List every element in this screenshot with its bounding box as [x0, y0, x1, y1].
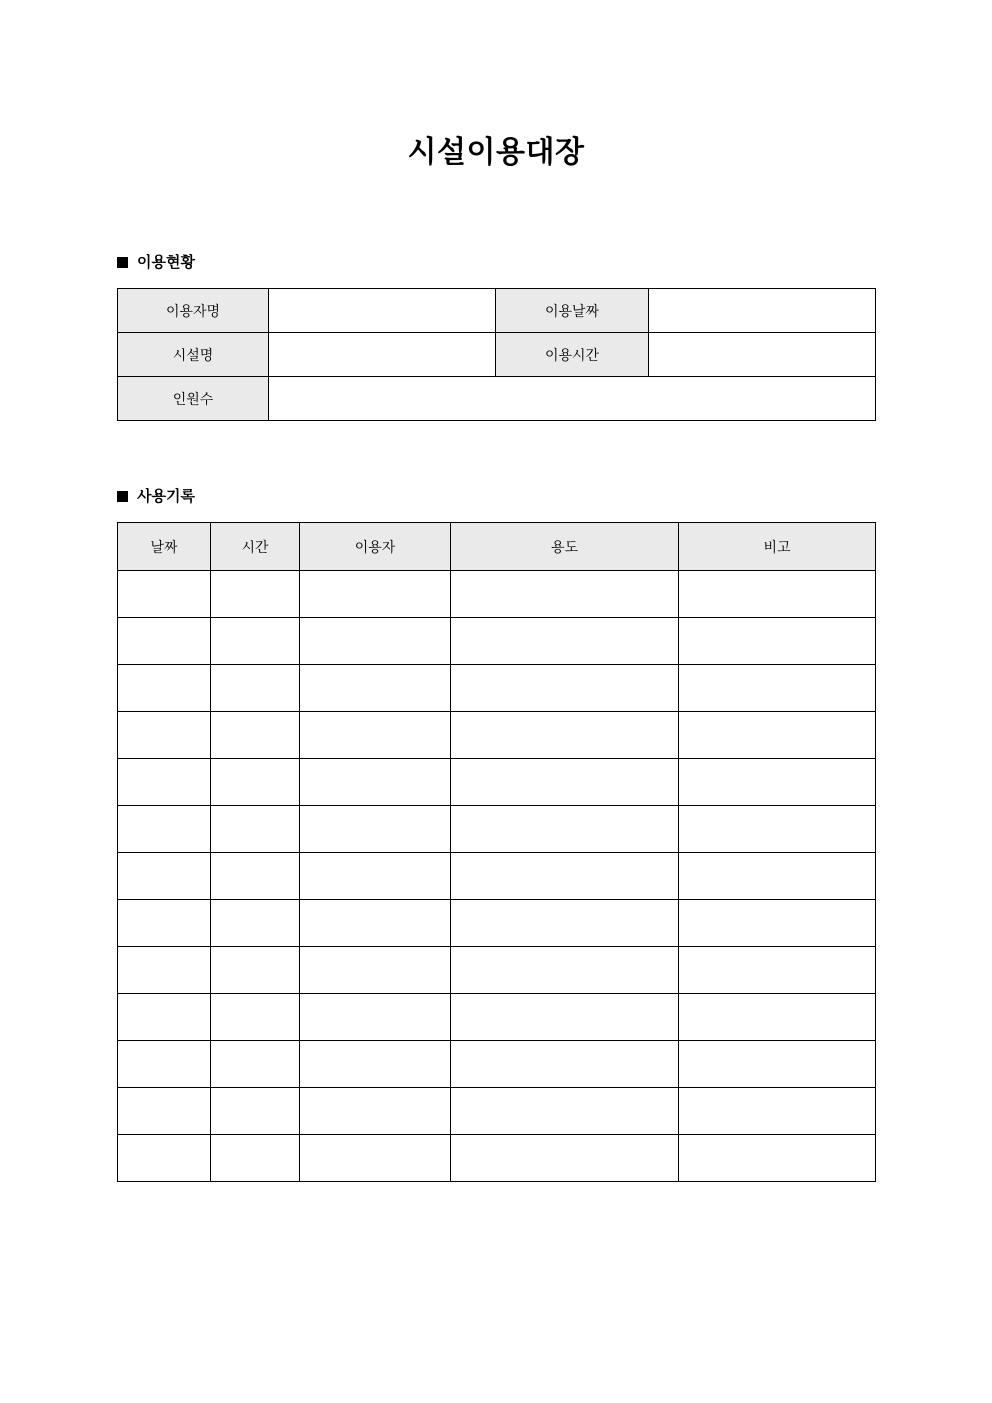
field-label-user-name: 이용자명 — [118, 289, 269, 333]
cell-time[interactable] — [211, 1041, 300, 1088]
field-value-usage-time[interactable] — [649, 333, 876, 377]
cell-user[interactable] — [300, 947, 451, 994]
table-row — [118, 1041, 876, 1088]
cell-remarks[interactable] — [679, 1088, 876, 1135]
cell-time[interactable] — [211, 947, 300, 994]
cell-user[interactable] — [300, 1135, 451, 1182]
cell-time[interactable] — [211, 712, 300, 759]
cell-purpose[interactable] — [451, 1041, 679, 1088]
cell-purpose[interactable] — [451, 806, 679, 853]
cell-purpose[interactable] — [451, 994, 679, 1041]
field-value-headcount[interactable] — [269, 377, 876, 421]
cell-user[interactable] — [300, 806, 451, 853]
cell-purpose[interactable] — [451, 712, 679, 759]
table-row — [118, 377, 876, 421]
column-header-purpose: 용도 — [451, 523, 679, 571]
cell-purpose[interactable] — [451, 900, 679, 947]
black-square-bullet-icon — [117, 491, 128, 502]
cell-remarks[interactable] — [679, 571, 876, 618]
cell-date[interactable] — [118, 618, 211, 665]
cell-date[interactable] — [118, 900, 211, 947]
cell-time[interactable] — [211, 1135, 300, 1182]
cell-time[interactable] — [211, 1088, 300, 1135]
field-value-usage-date[interactable] — [649, 289, 876, 333]
cell-date[interactable] — [118, 665, 211, 712]
cell-user[interactable] — [300, 1041, 451, 1088]
table-row — [118, 665, 876, 712]
cell-time[interactable] — [211, 665, 300, 712]
column-header-user: 이용자 — [300, 523, 451, 571]
table-row — [118, 712, 876, 759]
usage-log-body — [118, 571, 876, 1182]
field-label-headcount: 인원수 — [118, 377, 269, 421]
table-row — [118, 947, 876, 994]
column-header-time: 시간 — [211, 523, 300, 571]
cell-date[interactable] — [118, 1041, 211, 1088]
cell-date[interactable] — [118, 806, 211, 853]
black-square-bullet-icon — [117, 257, 128, 268]
cell-purpose[interactable] — [451, 759, 679, 806]
cell-date[interactable] — [118, 571, 211, 618]
section-heading-label: 사용기록 — [137, 487, 195, 505]
column-header-remarks: 비고 — [679, 523, 876, 571]
table-row — [118, 618, 876, 665]
table-row — [118, 1135, 876, 1182]
cell-user[interactable] — [300, 618, 451, 665]
cell-remarks[interactable] — [679, 806, 876, 853]
cell-remarks[interactable] — [679, 1041, 876, 1088]
cell-time[interactable] — [211, 900, 300, 947]
cell-time[interactable] — [211, 571, 300, 618]
cell-user[interactable] — [300, 712, 451, 759]
cell-date[interactable] — [118, 712, 211, 759]
table-row — [118, 806, 876, 853]
cell-remarks[interactable] — [679, 1135, 876, 1182]
table-row — [118, 289, 876, 333]
cell-purpose[interactable] — [451, 1135, 679, 1182]
field-label-usage-date: 이용날짜 — [496, 289, 649, 333]
cell-date[interactable] — [118, 1088, 211, 1135]
table-header-row — [118, 523, 876, 571]
field-label-usage-time: 이용시간 — [496, 333, 649, 377]
cell-remarks[interactable] — [679, 994, 876, 1041]
cell-time[interactable] — [211, 759, 300, 806]
cell-date[interactable] — [118, 947, 211, 994]
section-heading-usage-status — [117, 252, 195, 272]
cell-user[interactable] — [300, 900, 451, 947]
table-row — [118, 759, 876, 806]
cell-purpose[interactable] — [451, 665, 679, 712]
cell-user[interactable] — [300, 759, 451, 806]
table-row — [118, 994, 876, 1041]
cell-user[interactable] — [300, 853, 451, 900]
cell-remarks[interactable] — [679, 853, 876, 900]
usage-status-table — [117, 288, 876, 421]
cell-remarks[interactable] — [679, 712, 876, 759]
table-row — [118, 900, 876, 947]
table-row — [118, 571, 876, 618]
table-row — [118, 1088, 876, 1135]
cell-purpose[interactable] — [451, 1088, 679, 1135]
cell-time[interactable] — [211, 994, 300, 1041]
cell-date[interactable] — [118, 759, 211, 806]
cell-remarks[interactable] — [679, 665, 876, 712]
field-value-user-name[interactable] — [269, 289, 496, 333]
section-heading-usage-log — [117, 486, 195, 506]
cell-user[interactable] — [300, 571, 451, 618]
cell-remarks[interactable] — [679, 618, 876, 665]
cell-user[interactable] — [300, 665, 451, 712]
cell-purpose[interactable] — [451, 853, 679, 900]
cell-date[interactable] — [118, 1135, 211, 1182]
field-label-facility-name: 시설명 — [118, 333, 269, 377]
field-value-facility-name[interactable] — [269, 333, 496, 377]
cell-user[interactable] — [300, 994, 451, 1041]
cell-time[interactable] — [211, 806, 300, 853]
section-heading-label: 이용현황 — [137, 253, 195, 271]
cell-remarks[interactable] — [679, 947, 876, 994]
cell-remarks[interactable] — [679, 759, 876, 806]
table-row — [118, 333, 876, 377]
usage-log-table — [117, 522, 876, 1182]
cell-date[interactable] — [118, 853, 211, 900]
column-header-date: 날짜 — [118, 523, 211, 571]
cell-purpose[interactable] — [451, 947, 679, 994]
cell-date[interactable] — [118, 994, 211, 1041]
cell-remarks[interactable] — [679, 900, 876, 947]
cell-user[interactable] — [300, 1088, 451, 1135]
cell-purpose[interactable] — [451, 571, 679, 618]
cell-time[interactable] — [211, 853, 300, 900]
page-title: 시설이용대장 — [407, 135, 585, 170]
cell-purpose[interactable] — [451, 618, 679, 665]
table-row — [118, 853, 876, 900]
cell-time[interactable] — [211, 618, 300, 665]
